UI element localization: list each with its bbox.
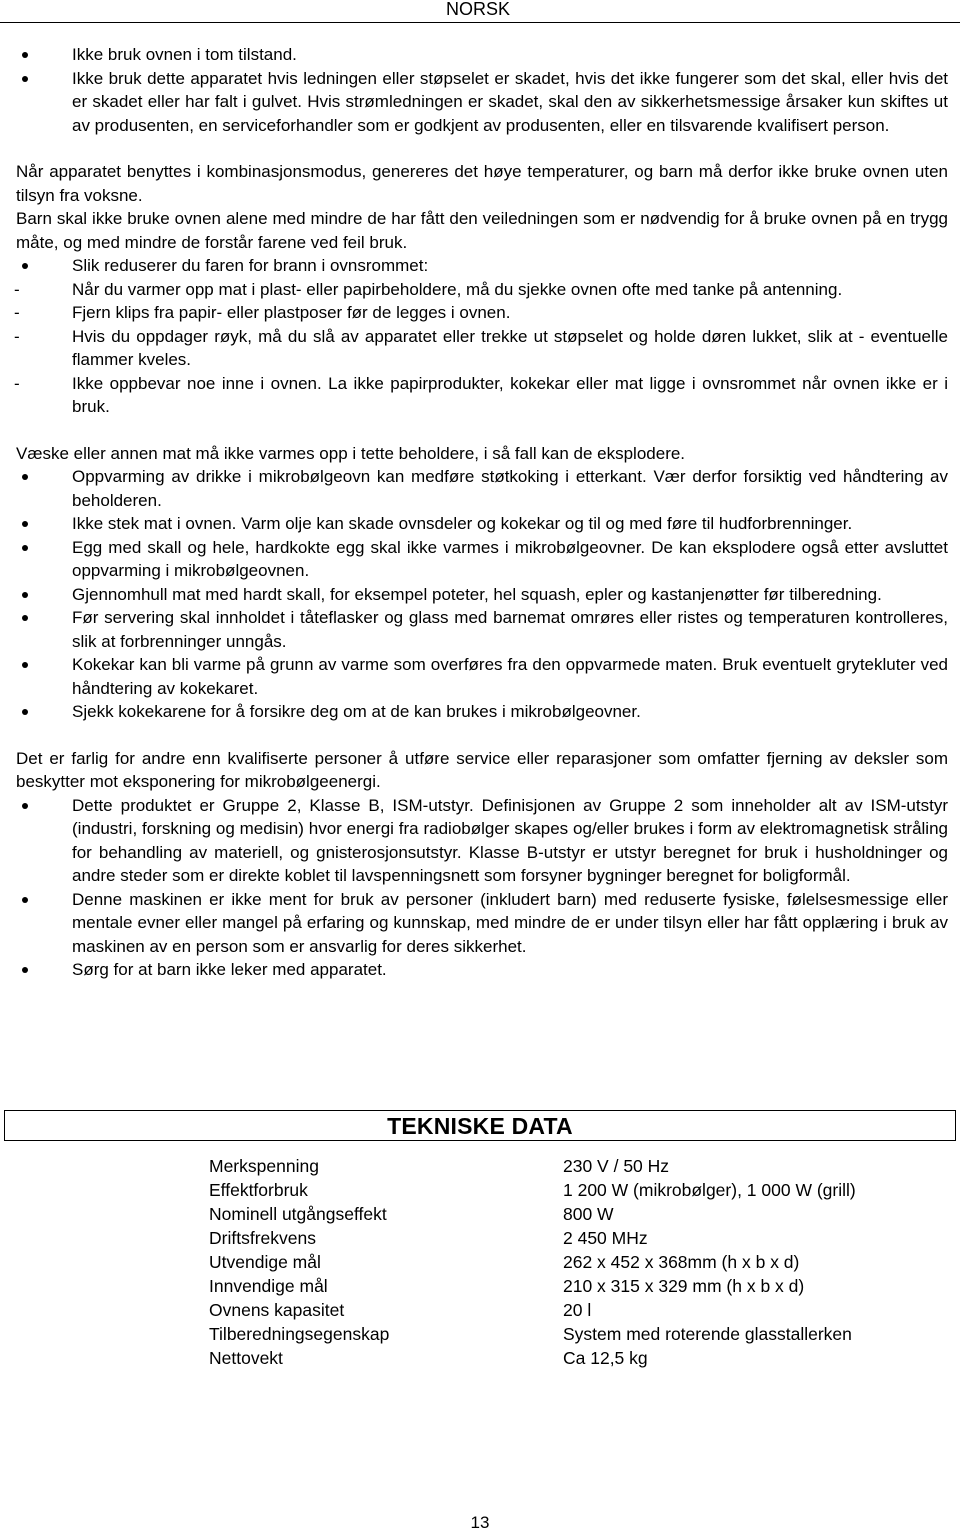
bullet-icon (22, 709, 28, 715)
spec-value: 262 x 452 x 368mm (h x b x d) (563, 1252, 800, 1272)
page-header (0, 0, 960, 23)
spec-label: Nominell utgångseffekt (209, 1204, 387, 1224)
list-item: Denne maskinen er ikke ment for bruk av personer (inkludert barn) med reduserte fysiske, følelsesmessige eller mentale evner eller mangel på erfaring og kunnskap, med mindre de er under tilsyn eller har fått opplæring i bruk av maskinen av en person som er ansvarlig for deres sikkerhet. (16, 888, 948, 959)
spec-table (209, 1155, 856, 1371)
list-item: Før servering skal innholdet i tåteflasker og glass med barnemat omrøres eller ristes og temperaturen kontrolleres, slik at forbrenninger unngås. (16, 606, 948, 653)
bullet-icon (22, 263, 28, 269)
spec-value: 20 l (563, 1300, 592, 1320)
bullet-icon (22, 897, 28, 903)
dash-icon: - (14, 326, 20, 346)
bullet-icon (22, 521, 28, 527)
list-item: Ikke stek mat i ovnen. Varm olje kan skade ovnsdeler og kokekar og til og med føre til hudforbrenninger. (16, 512, 948, 536)
list-item: Dette produktet er Gruppe 2, Klasse B, ISM-utstyr. Definisjonen av Gruppe 2 som inneholder alt av ISM-utstyr (industri, forskning og medisin) hvor energi fra radiobølger skapes og/eller brukes i form av elektromagnetisk stråling for behandling av materiell, og gnisterosjonsutstyr. Klasse B-utstyr er utstyr beregnet for bruk i husholdninger og andre steder som er direkte koblet til lavspenningsnett som forsyner bygninger beregnet for boligformål. (16, 794, 948, 888)
bullet-icon (22, 592, 28, 598)
table-row (209, 1299, 856, 1323)
bullet-list-ism (16, 794, 948, 982)
list-item: Sjekk kokekarene for å forsikre deg om at de kan brukes i mikrobølgeovner. (16, 700, 948, 724)
table-row (209, 1203, 856, 1227)
list-item: Ikke bruk ovnen i tom tilstand. (16, 43, 948, 67)
spec-value: 2 450 MHz (563, 1228, 648, 1248)
dash-item: - Ikke oppbevar noe inne i ovnen. La ikke papirprodukter, kokekar eller mat ligge i ovnsrommet når ovnen ikke er i bruk. (14, 373, 948, 416)
list-item: Oppvarming av drikke i mikrobølgeovn kan medføre støtkoking i etterkant. Vær derfor forsiktig ved håndtering av beholderen. (16, 465, 948, 512)
table-row (209, 1347, 856, 1371)
table-row (209, 1155, 856, 1179)
list-item: Ikke bruk dette apparatet hvis ledningen eller støpselet er skadet, hvis det ikke fungerer som det skal, eller hvis det er skadet eller har falt i gulvet. Hvis strømledningen er skadet, skal den av sikkerhetsmessige årsaker kun skiftes ut av produsenten, en serviceforhandler som er godkjent av produsenten, eller en tilsvarende kvalifisert person. (16, 67, 948, 138)
table-row (209, 1251, 856, 1275)
dash-icon: - (14, 303, 20, 322)
bullet-list-fire (16, 254, 948, 278)
bullet-icon (22, 545, 28, 551)
spec-label: Ovnens kapasitet (209, 1300, 345, 1320)
bullet-icon (22, 474, 28, 480)
paragraph-combination-mode: Når apparatet benyttes i kombinasjonsmodus, genereres det høye temperaturer, og barn må derfor ikke bruke ovnen uten tilsyn fra voksne. (16, 162, 948, 205)
dash-list-fire (16, 278, 948, 419)
bullet-icon (22, 76, 28, 82)
spec-value: 210 x 315 x 329 mm (h x b x d) (563, 1276, 805, 1296)
spec-label: Merkspenning (209, 1156, 319, 1176)
paragraph-service-warning: Det er farlig for andre enn kvalifiserte personer å utføre service eller reparasjoner som omfatter fjerning av deksler som beskytter mot eksponering for mikrobølgeenergi. (16, 748, 948, 791)
page-number: 13 (470, 1513, 490, 1532)
bullet-icon (22, 662, 28, 668)
bullet-icon (22, 615, 28, 621)
spec-value: Ca 12,5 kg (563, 1348, 648, 1368)
spec-value: System med roterende glasstallerken (563, 1324, 852, 1344)
dash-item: - Hvis du oppdager røyk, må du slå av apparatet eller trekke ut støpselet og holde døren lukket, slik at - eventuelle flammer kveles. (14, 326, 948, 369)
bullet-icon (22, 52, 28, 58)
paragraph-children: Barn skal ikke bruke ovnen alene med mindre de har fått den veiledningen som er nødvendig for å bruke ovnen på en trygg måte, og med mindre de forstår farene ved feil bruk. (16, 209, 948, 252)
spec-label: Utvendige mål (209, 1252, 321, 1272)
spec-label: Driftsfrekvens (209, 1228, 316, 1248)
list-item: Kokekar kan bli varme på grunn av varme som overføres fra den oppvarmede maten. Bruk eventuelt grytekluter ved håndtering av kokekaret. (16, 653, 948, 700)
bullet-list-general (16, 43, 948, 137)
dash-item: - Når du varmer opp mat i plast- eller papirbeholdere, må du sjekke ovnen ofte med tanke på antenning. (16, 278, 948, 302)
document-body (16, 43, 948, 982)
paragraph-sealed-containers: Væske eller annen mat må ikke varmes opp i tette beholdere, i så fall kan de eksplodere. (16, 443, 686, 463)
bullet-icon (22, 967, 28, 973)
list-item: Gjennomhull mat med hardt skall, for eksempel poteter, hel squash, epler og kastanjenøtter før tilberedning. (16, 583, 948, 607)
table-row (209, 1179, 856, 1203)
dash-item: - Fjern klips fra papir- eller plastposer før de legges i ovnen. (16, 301, 948, 325)
spec-label: Nettovekt (209, 1348, 283, 1368)
bullet-list-heating (16, 465, 948, 724)
dash-icon: - (14, 373, 20, 393)
spec-label: Innvendige mål (209, 1276, 328, 1296)
bullet-icon (22, 803, 28, 809)
spec-value: 800 W (563, 1204, 614, 1224)
spec-label: Tilberedningsegenskap (209, 1324, 390, 1344)
spec-value: 230 V / 50 Hz (563, 1156, 670, 1176)
dash-icon: - (14, 279, 20, 299)
spec-label: Effektforbruk (209, 1180, 308, 1200)
list-item: Sørg for at barn ikke leker med apparatet. (16, 958, 948, 982)
table-row (209, 1227, 856, 1251)
table-row (209, 1323, 856, 1347)
list-item: Egg med skall og hele, hardkokte egg skal ikke varmes i mikrobølgeovner. De kan eksplodere også etter avsluttet oppvarming i mikrobølgeovnen. (16, 536, 948, 583)
list-item: Slik reduserer du faren for brann i ovnsrommet: (16, 254, 948, 278)
table-row (209, 1275, 856, 1299)
tech-title: TEKNISKE DATA (387, 1113, 573, 1139)
language-label: NORSK (446, 0, 511, 19)
spec-value: 1 200 W (mikrobølger), 1 000 W (grill) (563, 1180, 856, 1200)
